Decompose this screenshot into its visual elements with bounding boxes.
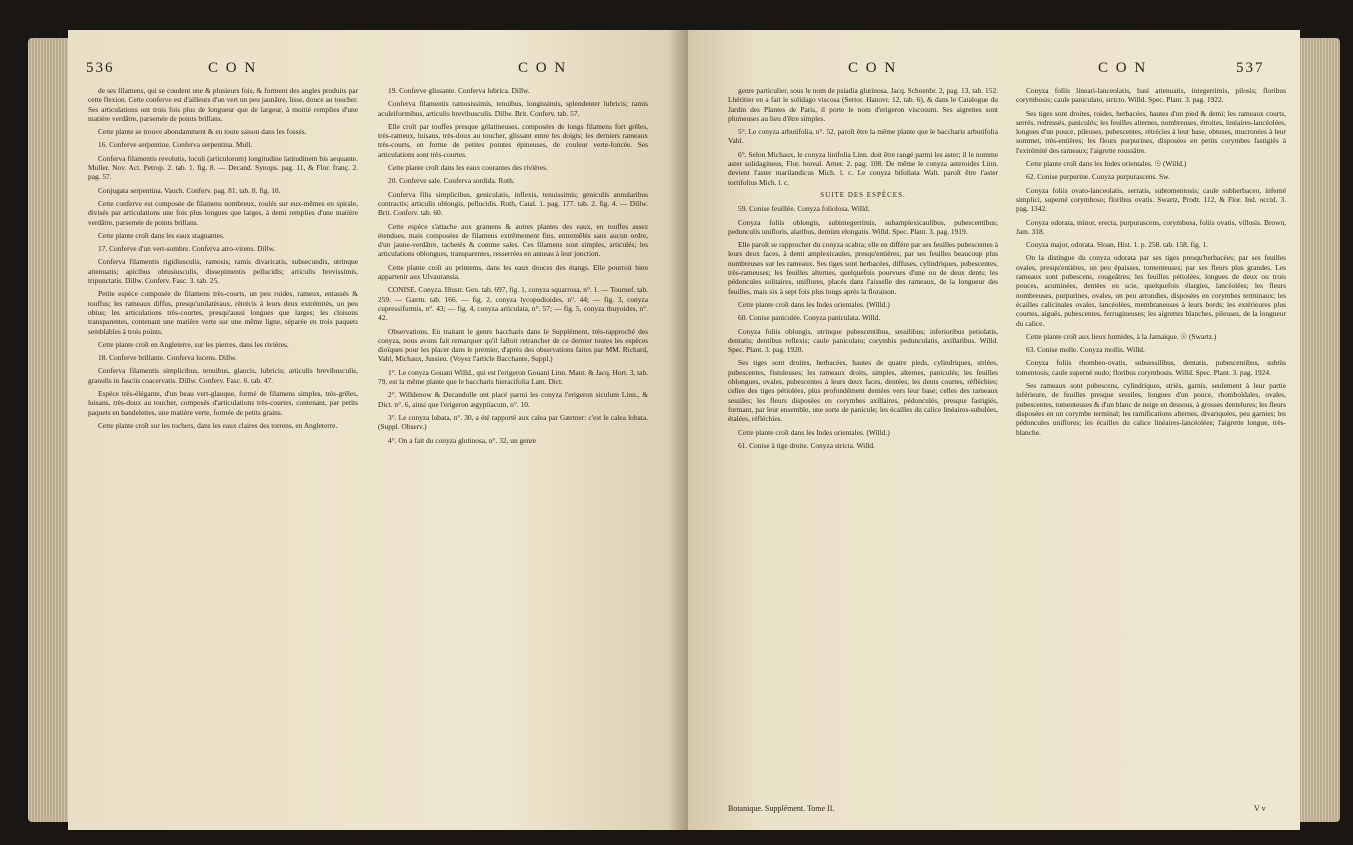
- left-column-2: [378, 86, 648, 449]
- paragraph: 18. Conferve brillante. Conferva lucens. Dillw.: [98, 353, 237, 363]
- paragraph: 6°. Selon Michaux, le conyza linifolia Linn. doit être rangé parmi les aster; il le nomme aster solidagineus, Flor. boreal. Amer. 2. pag. 108. De même le conyza asteroides Linn. devient l'aster marilandicus Mich. l. c. Le conyza bifoliata Walt. paroît être l'aster tortifolius Mich. l. c.: [728, 149, 998, 187]
- paragraph: Observations. En traitant le genre baccharis dans le Supplément, très-rapproché des conyza, nous avons fait remarquer qu'il falloit retrancher de ce dernier toutes les espèces dioïques pour les placer dans le premier, d'après des observations faites par MM. Richard, Vahl, Michaux, Jussieu. (Voyez l'article Bacchante, Suppl.): [378, 326, 648, 364]
- page-edges-right: [1296, 38, 1340, 822]
- left-running-head-b: C O N: [518, 60, 568, 76]
- paragraph: On la distingue du conyza odorata par ses tiges presqu'herbacées; par ses feuilles ovales, presqu'entières, un peu épaisses, tomenteuses; par ses fleurs plus grandes. Les rameaux sont pubescens, rougeâtres; les feuilles pétiolées, longues de deux ou trois pouces, acuminées, dentées en scie, quelquefois élargies, lancéolées; les fleurs nombreuses, purpurines, ovales, un peu arrondies, disposées en corymbes terminaux; les écailles calicinales ovales, lancéolées, membraneuses à leurs bords; les extérieures plus courtes, aiguës, pubescentes, ferrugineuses; les aigrettes blanches, pileuses, de la longueur du calice.: [1016, 253, 1286, 328]
- paragraph: 62. Conise purpurine. Conyza purpurascens. Sw.: [1026, 172, 1170, 182]
- paragraph: Conferva filis simplicibus, geniculatis, inflexis, tenuissimis; geniculis annularibus contractis; articulis oblongis, pellucidis. Roth, Catal. 1. pag. 177. tab. 2. fig. 4. — Dillw. Brit. Conferv. tab. 60.: [378, 189, 648, 218]
- left-page: [68, 30, 688, 830]
- paragraph: 59. Conise feuillée. Conyza foliolosa. Willd.: [738, 204, 870, 214]
- paragraph: Espèce très-élégante, d'un beau vert-glauque, formé de filamens simples, très-grêles, luisans, très-doux au toucher, composés d'articulations très-courtes, contenant, par petits paquets en bandelettes, une matière verte, formée de petits grains.: [88, 389, 358, 417]
- paragraph: Petite espèce composée de filamens très-courts, un peu roides, rameux, entassés & touffus; les rameaux diffus, presqu'unilatéraux, rétrécis à leurs deux extrémités, un peu obtus; les articulations très-courtes, presqu'aussi longues que larges; les cloisons transparentes, contenant une matière verte sur une même ligne, séparée en trois paquets semblables à trois points.: [88, 289, 358, 336]
- paragraph: 4°. On a fait du conyza glutinosa, n°. 32, un genre: [388, 435, 536, 445]
- paragraph: SUITE DES ESPÈCES.: [820, 190, 906, 199]
- paragraph: Elle paroît se rapprocher du conyza scabra; elle en diffère par ses feuilles pubescentes à leurs deux faces, à demi amplexicaules, presqu'entières; par ses feuilles beaucoup plus nombreuses sur les rameaux. Ses tiges sont herbacées, diffuses, cylindriques, pubescentes, très-rameuses; les feuilles alternes, quelquefois pourvues d'une ou de deux dents; les pédoncules solitaires, uniflores, placés dans l'aisselle des rameaux, de la longueur des feuilles, mais six à sept fois plus longs après la floraison.: [728, 240, 998, 296]
- paragraph: 19. Conferve glissante. Conferva lubrica. Dillw.: [388, 86, 530, 95]
- paragraph: 5°. Le conyza arbutifolia, n°. 52, paroît être la même plante que le baccharis arbutifolia Vahl.: [728, 127, 998, 146]
- footer-gathering-mark: V v: [1254, 804, 1266, 813]
- open-book: [28, 30, 1340, 830]
- paragraph: Ses rameaux sont pubescens, cylindriques, striés, garnis, seulement à leur partie inférieure, de feuilles presque sessiles, longues d'un pouce, rhomboïdales, ovales, pubescentes, tomenteuses & d'un blanc de neige en dessous, à grosses dentelures; les fleurs disposées en un corymbe terminal; les ramifications alternes, divariquées, peu garnies; les pédoncules uniflores; les écailles du calice linéaires-lancéolées; l'aigrette longue, très-blanche.: [1016, 381, 1286, 437]
- paragraph: Ses tiges sont droites, roides, herbacées, hautes d'un pied & demi; les rameaux courts, serrés, redressés, paniculés; les feuilles alternes, nombreuses, étroites, linéaires-lancéolées, longues d'un pouce, pileuses, pubescentes, rétrécies à leur base, obtuses, mucronées à leur sommet, très-entières; les fleurs purpurines, disposées en petits corymbes fastigiés à l'extrémité des rameaux; l'aigrette roussâtre.: [1016, 108, 1286, 155]
- paragraph: genre particulier, sous le nom de psiadia glutinosa. Jacq. Schoenbr. 2, pag. 13, tab. 152. Lhéritier en a fait le solidago viscosa (Sertor. Hanovr. 12, tab. 6), & dans le Catalogue du Jardin des Plantes de Paris, il porte le nom d'erigeron viscosum. Ses aigrettes sont plumeuses au lieu d'être simples.: [728, 86, 998, 123]
- right-column-2: [1016, 86, 1286, 441]
- paragraph: Conyza foliis oblongis, subintegerrimis, subamplexicaulibus, pubescentibus; pedunculis unifloris, alaribus, demùm elongatis. Willd. Spec. Plant. 3. pag. 1919.: [728, 217, 998, 236]
- paragraph: Cette plante croît dans les eaux stagnantes.: [98, 230, 225, 240]
- right-running-head-a: C O N: [848, 60, 898, 76]
- paragraph: Cette plante se trouve abondamment & en toute saison dans les fossés.: [98, 127, 307, 137]
- paragraph: 60. Conise paniculée. Conyza paniculata. Willd.: [738, 313, 881, 323]
- paragraph: Cette plante croît aux lieux humides, à la Jamaïque. ☉ (Swartz.): [1026, 331, 1217, 341]
- paragraph: Conyza major, odorata. Sloan, Hist. 1. p. 258. tab. 158. fig. 1.: [1026, 240, 1208, 250]
- paragraph: Cette plante croît en Angleterre, sur les pierres, dans les rivières.: [98, 339, 289, 349]
- paragraph: Conyza odorata, minor, erecta, purpurascens, corymbosa, foliis ovatis, villosis. Brown, Jam. 318.: [1016, 217, 1286, 236]
- paragraph: Conferva filamentis simplicibus, tenuibus, glaucis, lubricis; articulis brevibusculis, granulis in fasciis coacervatis. Dillw. Conferv. Fasc. 6. tab. 47.: [88, 366, 358, 385]
- left-column-1: [88, 86, 358, 434]
- paragraph: 2°. Willdenow & Decandolle ont placé parmi les conyza l'erigeron siculum Linn., & Dict. n°. 6, ainsi que l'erigeron ægyptiacum, n°. 10.: [378, 390, 648, 409]
- paragraph: Cette plante croît dans les Indes orientales. (Willd.): [738, 299, 890, 309]
- left-running-head-a: C O N: [208, 60, 258, 76]
- paragraph: 20. Conferve sale. Conferva sordida. Roth.: [388, 176, 515, 186]
- right-running-head-b: C O N: [1098, 60, 1148, 76]
- paragraph: 1°. Le conyza Gouani Willd., qui est l'erigeron Gouani Linn. Mant. & Jacq. Hort. 3, tab. 79, est la même plante que le baccharis hieracifolia Lam. Dict.: [378, 367, 649, 387]
- right-page-number: 537: [1236, 60, 1265, 76]
- paragraph: Conyza foliis oblongis, utrinque pubescentibus, sessilibus; inferioribus petiolatis, dentatis; dentibus reflexis; caule paniculato; corymbis pedunculatis, axillaribus. Willd. Spec. Plant. 3. pag. 1920.: [728, 326, 998, 355]
- paragraph: Conferva filamentis revolutis, loculi (articulorum) longitudine latitudinem bis aequante. Muller. Nov. Act. Petrop. 2. tab. 1. fig. 8. — Decand. Synops. pag. 11, & Flor. franç. 2. pag. 57.: [88, 153, 358, 182]
- paragraph: 61. Conise à tige droite. Conyza stricta. Willd.: [738, 440, 875, 450]
- paragraph: Cette plante croît au printems, dans les eaux douces des étangs. Elle pourroit bien appartenir aux Ulvauransia.: [378, 262, 648, 282]
- paragraph: 17. Conferve d'un vert-sombre. Conferva atro-virens. Dillw.: [98, 244, 276, 254]
- paragraph: de ses filamens, qui se coudent une & plusieurs fois, & forment des angles produits par cette flexion. Cette conferve est d'ailleurs d'un vert un peu jaunâtre, lisse, douce au toucher. Ses articulations ont trois fois plus de longueur que de largeur, à moitié remplies d'une matière verdâtre, parsemée de points brillans.: [88, 86, 358, 123]
- right-column-1: [728, 86, 998, 454]
- paragraph: Cette conferve est composée de filamens nombreux, roulés sur eux-mêmes en spirale, divisés par articulations une fois plus longues que larges, à demi remplies d'une matière verdâtre, parsemée de points brillans.: [88, 198, 358, 227]
- paragraph: Conyza foliis rhombeo-ovatis, subsessilibus, dentatis, pubescentibus, subtùs tomentosis; caule supernè nudo; floribus corymbosis. Willd. Spec. Plant. 3. pag. 1924.: [1016, 358, 1286, 377]
- paragraph: 16. Conferve serpentine. Conferva serpentina. Mull.: [98, 140, 253, 150]
- paragraph: 63. Conise molle. Conyza mollis. Willd.: [1026, 345, 1145, 355]
- paragraph: Cette espèce s'attache aux gramens & autres plantes des eaux, en touffes assez étendues, mais composées de filamens extrêmement fins, entremêlés sans aucun ordre, d'un jaune-verdâtre, tachetés & comme sales. Ces filamens sont simples, articulés; les articulations oblongues, transparentes, resserrées en anneau à leur jonction.: [378, 221, 648, 259]
- paragraph: 3°. Le conyza lobata, n°. 30, a été rapporté aux calea par Gærtner: c'est le calea lobata. (Suppl. Observ.): [378, 412, 648, 432]
- paragraph: CONISE. Conyza. Illustr. Gen. tab. 697, fig. 1, conyza squarrosa, n°. 1. — Tournef. tab. 259. — Gærtn. tab. 166. — fig. 2, conyza lycopodioides, n°. 44; — fig. 3, conyza cupressiformis, n°. 43; — fig. 4, conyza articulata, n°. 57; — fig. 5, conyza thuyoides, n°. 42.: [378, 285, 648, 323]
- paragraph: Conferva filamentis ramosissimis, tenuibus, longissimis, splendenter lubricis; ramis aculeiformibus, articulis brevibusculis. Dillw. Brit. Conferv. tab. 57.: [378, 99, 648, 118]
- paragraph: Elle croît par touffes presque gélatineuses, composées de longs filamens fort grêles, très-rameux, luisans, très-doux au toucher, glissant entre les doigts; les derniers rameaux très-courts, en forme de petites pointes épineuses, de couleur verte-foncée. Ses articulations sont très-courtes.: [378, 121, 648, 159]
- paragraph: Conyza foliis ovato-lanceolatis, serratis, subtomentosis; caule subherbaceo, inferné simplici, superné corymboso; floribus ovatis. Swartz, Prodr. 112, & Flor. Ind. occid. 3. pag. 1342.: [1016, 185, 1286, 214]
- paragraph: Cette plante croît sur les rochers, dans les eaux claires des torrens, en Angleterre.: [98, 420, 338, 430]
- paragraph: Conferva filamentis rigidiusculis, ramosis; ramis divaricatis, subsecundis, utrinque attenuatis; apicibus obtusiusculis, dissepimentis pellucidis; articulis brevissimis, tripunctatis. Dillw. Conferv. Fasc. 3. tab. 25.: [88, 257, 358, 286]
- left-page-number: 536: [86, 60, 115, 76]
- paragraph: Conyza foliis lineari-lanceolatis, basi attenuatis, integerrimis, pilosis; floribus corymbosis; caule paniculato, stricto. Willd. Spec. Plant. 3. pag. 1922.: [1016, 86, 1286, 105]
- footer-signature: Botanique. Supplément. Tome II.: [728, 804, 835, 813]
- paragraph: Cette plante croît dans les Indes orientales. ☉ (Willd.): [1026, 159, 1187, 169]
- paragraph: Cette plante croît dans les Indes orientales. (Willd.): [738, 427, 890, 437]
- paragraph: Cette plante croît dans les eaux courantes des rivières.: [388, 163, 548, 173]
- right-page: [688, 30, 1300, 830]
- paragraph: Conjugata serpentina. Vauch. Conferv. pag. 81. tab. 8. fig. 10.: [98, 185, 281, 195]
- paragraph: Ses tiges sont droites, herbacées, hautes de quatre pieds, cylindriques, striées, pubescentes, fistuleuses; les rameaux droits, simples, alternes, paniculés; les feuilles oblongues, ovales, pubescentes à leurs deux faces, dentées; les dents courtes, réfléchies; celles des tiges pétiolées, plus profondément dentées vers leur base; celles des rameaux sessiles; les fleurs disposées en corymbes axillaires, pédonculés, presque fastigiés, formant, par leur ensemble, une sorte de panicule; les écailles du calice linéaires-subulées, étalées, réfléchies.: [728, 358, 998, 424]
